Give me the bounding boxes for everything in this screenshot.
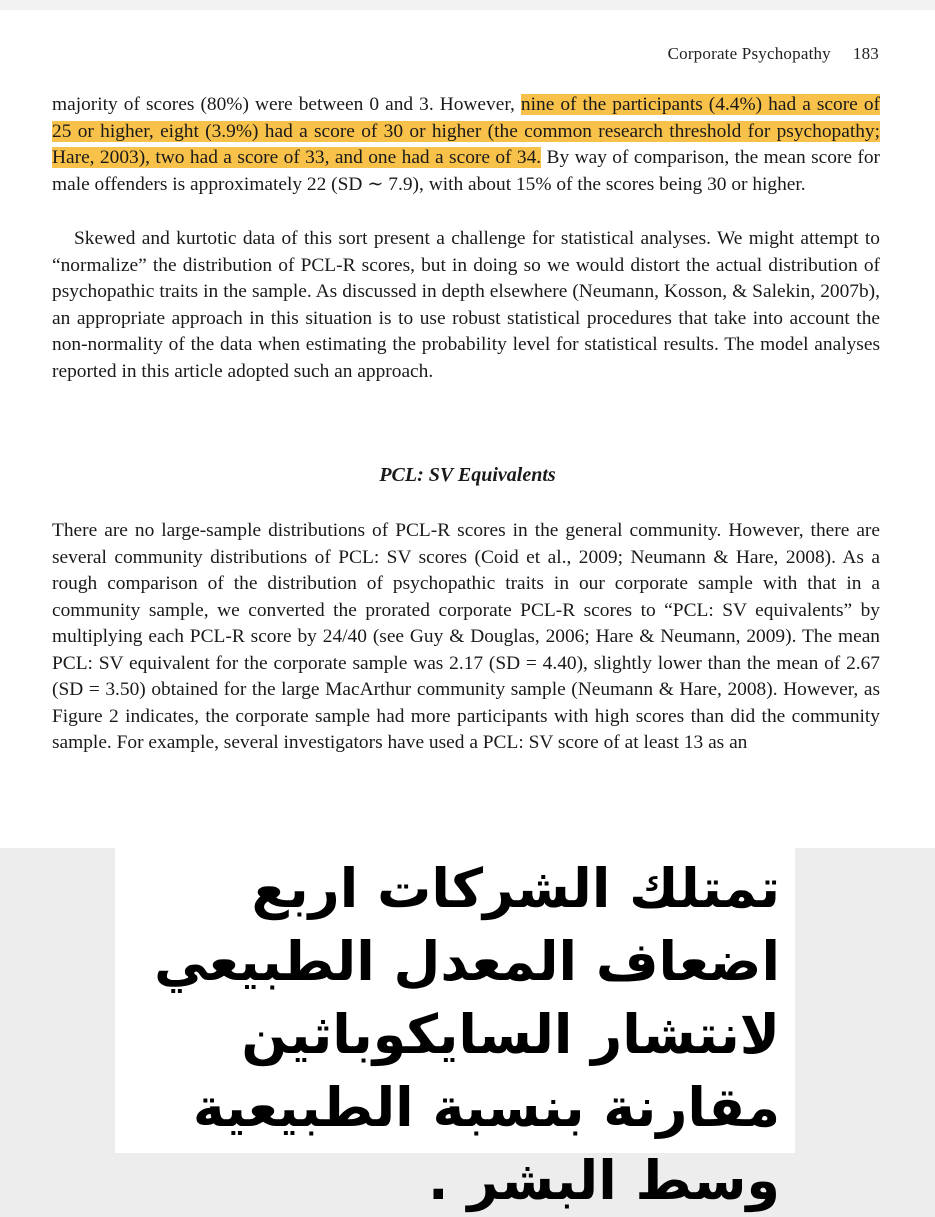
page-number: 183: [852, 44, 879, 63]
section-heading: PCL: SV Equivalents: [379, 464, 556, 486]
paragraph-3: There are no large-sample distributions of PCL-R scores in the general community. However, there are several community distributions of PCL: SV scores (Coid et al., 2009; Neumann & Hare, 2008). As a rough comparison of the distribution of psychopathic traits in our corporate sample with that in a community sample, we converted the prorated corporate PCL-R scores to “PCL: SV equivalents” by multiplying each PCL-R score by 24/40 (see Guy & Douglas, 2006; Hare & Neumann, 2009). The mean PCL: SV equivalent for the corporate sample was 2.17 (SD = 4.40), slightly lower than the mean of 2.67 (SD = 3.50) obtained for the large MacArthur community sample (Neumann & Hare, 2008). However, as Figure 2 indicates, the corporate sample had more participants with high scores than did the community sample. For example, several investigators have used a PCL: SV score of at least 13 as an: [52, 520, 880, 753]
paragraph-1-tail: By way of comparison, the mean score for male offenders is approximately 22 (SD ∼ 7.9), with about 15% of the scores being 30 or higher.: [52, 147, 880, 195]
running-title: Corporate Psychopathy: [667, 44, 831, 63]
top-strip: [0, 0, 935, 10]
arabic-caption-box: [115, 848, 795, 1212]
highlighted-passage: nine of the participants (4.4%) had a score of 25 or higher, eight (3.9%) had a score of 30 or higher (the common research threshold for psychopathy; Hare, 2003), two had a score of 33, and one had a score of 34.: [52, 94, 880, 168]
running-head: [668, 44, 879, 64]
paragraph-1: [52, 92, 880, 198]
arabic-caption: تمتلك الشركات اربع اضعاف المعدل الطبيعي لانتشار السايكوباثين مقارنة بنسبة الطبيعية وسط البشر .: [154, 857, 780, 1212]
paragraph-2: Skewed and kurtotic data of this sort present a challenge for statistical analyses. We might attempt to “normalize” the distribution of PCL-R scores, but in doing so we would distort the actual distribution of psychopathic traits in the sample. As discussed in depth elsewhere (Neumann, Kosson, & Salekin, 2007b), an appropriate approach in this situation is to use robust statistical procedures that take into account the non-normality of the data when estimating the probability level for statistical results. The model analyses reported in this article adopted such an approach.: [52, 228, 880, 382]
paragraph-1-lead: majority of scores (80%) were between 0 and 3. However,: [52, 94, 521, 115]
